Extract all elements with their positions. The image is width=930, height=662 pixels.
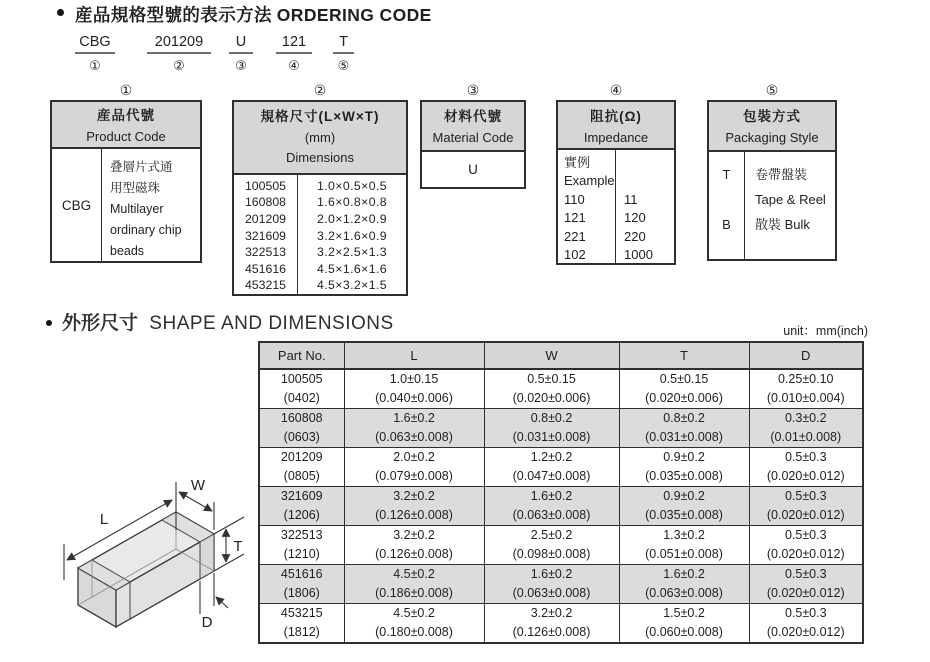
dimension-inch: (0.126±0.008) (375, 508, 453, 522)
part-no-cell (259, 369, 344, 409)
impedance-code: 110 (564, 191, 585, 207)
dimensions-table (258, 341, 864, 644)
shape-title-zh: 外形尺寸 (62, 313, 139, 334)
ordering-code-segment (229, 34, 253, 74)
dimension-inch: (0.035±0.008) (645, 469, 723, 483)
table-row (259, 526, 863, 565)
dimension-mm: 3.2±0.2 (393, 528, 435, 542)
column-header: T (619, 342, 749, 369)
dimension-cell (749, 369, 863, 409)
impedance-value: 1000 (624, 246, 653, 262)
dimension-inch: (0.035±0.008) (645, 508, 723, 522)
part-no-mm: 322513 (280, 528, 323, 542)
header-en: Dimensions (286, 150, 354, 165)
dimension-size: 2.0×1.2×0.9 (316, 212, 388, 227)
ordering-code-text: CBG (75, 34, 115, 54)
impedance-box-codes (558, 150, 616, 264)
packaging-code: T (722, 167, 731, 182)
table-row (259, 565, 863, 604)
unit-label: unit：mm(inch) (783, 324, 868, 338)
dimension-code: 322513 (244, 245, 287, 260)
dimension-mm: 0.9±0.2 (663, 489, 705, 503)
ordering-code-number: ④ (288, 58, 300, 73)
column-header: Part No. (259, 342, 344, 369)
part-no-cell (259, 565, 344, 604)
dimension-mm: 0.5±0.3 (784, 489, 827, 503)
part-no-inch: (0402) (283, 391, 320, 405)
box-number: ③ (466, 82, 480, 98)
dimension-mm: 0.9±0.2 (663, 450, 705, 464)
dimension-label-l: L (99, 511, 109, 528)
ordering-code-number: ① (89, 58, 101, 73)
product-desc-zh (110, 157, 196, 199)
impedance-code: 221 (564, 228, 586, 244)
shape-title-en: SHAPE AND DIMENSIONS (149, 313, 394, 334)
dimension-cell (749, 604, 863, 644)
dimension-inch: (0.180±0.008) (375, 625, 453, 639)
ordering-code-segment (147, 34, 211, 74)
header-zh: 材料代號 (444, 109, 502, 124)
packaging-label: 散裝 Bulk (755, 217, 810, 232)
header-unit: (mm) (304, 130, 336, 145)
part-no-mm: 453215 (280, 606, 323, 620)
ordering-code-text: T (333, 34, 354, 54)
product-desc-zh-line: 用型磁珠 (110, 181, 161, 195)
dimension-d (200, 573, 228, 614)
dimension-size: 3.2×2.5×1.3 (316, 245, 388, 260)
dimension-size: 3.2×1.6×0.9 (316, 228, 388, 243)
box-number: ② (313, 82, 327, 98)
dimension-cell (484, 487, 619, 526)
ordering-code-segment (276, 34, 312, 74)
impedance-code: 實例 (564, 155, 591, 170)
dimensions-box (232, 82, 408, 296)
product-desc-en: Multilayer ordinary chip beads (110, 202, 182, 258)
ordering-code-number: ② (173, 58, 185, 73)
dimension-inch: (0.126±0.008) (375, 547, 453, 561)
packaging-box-labels (745, 152, 835, 259)
part-no-cell (259, 487, 344, 526)
table-body (259, 369, 863, 643)
part-no-mm: 100505 (280, 372, 323, 386)
box-number: ④ (609, 82, 623, 98)
impedance-box-header (558, 102, 674, 150)
dimension-size: 4.5×3.2×1.5 (316, 278, 388, 293)
dimension-cell (619, 526, 749, 565)
material-code-box-header (422, 102, 524, 152)
part-no-inch: (1210) (283, 547, 320, 561)
dimension-cell (619, 604, 749, 644)
dimension-inch: (0.063±0.008) (512, 586, 591, 600)
dimension-size: 1.0×0.5×0.5 (316, 178, 388, 193)
packaging-label: Tape & Reel (755, 192, 826, 207)
dimension-mm: 3.2±0.2 (530, 606, 573, 620)
dimension-cell (749, 565, 863, 604)
dimension-cell (484, 448, 619, 487)
dimension-mm: 1.3±0.2 (663, 528, 705, 542)
impedance-value: 120 (624, 210, 646, 226)
dimension-inch: (0.126±0.008) (512, 625, 591, 639)
dimension-inch: (0.020±0.012) (766, 547, 845, 561)
ordering-code-segment (333, 34, 354, 74)
dimension-mm: 0.5±0.3 (784, 567, 827, 581)
table-row (259, 409, 863, 448)
dimension-cell (619, 565, 749, 604)
ordering-code-text: U (229, 34, 253, 54)
dimension-inch: (0.060±0.008) (645, 625, 723, 639)
table-head (259, 342, 863, 369)
dimension-inch: (0.079±0.008) (375, 469, 453, 483)
dimension-code: 321609 (244, 228, 287, 243)
dimension-mm: 0.5±0.15 (527, 372, 576, 386)
dimension-label-t: T (233, 538, 243, 555)
dimensions-box-sizes (298, 175, 406, 294)
dimension-mm: 1.6±0.2 (393, 411, 435, 425)
dimension-code: 160808 (244, 195, 287, 210)
table-header-row (259, 342, 863, 369)
table-row (259, 448, 863, 487)
dimension-mm: 1.5±0.2 (663, 606, 705, 620)
impedance-box (556, 82, 676, 265)
dimension-cell (619, 448, 749, 487)
impedance-box-values (616, 150, 674, 264)
ordering-code-row (52, 34, 392, 84)
header-zh: 規格尺寸(L×W×T) (260, 109, 380, 124)
dimension-cell (619, 487, 749, 526)
impedance-code: 102 (564, 246, 586, 262)
part-no-cell (259, 526, 344, 565)
ordering-code-title (75, 2, 432, 27)
impedance-code: Example (564, 173, 615, 189)
ordering-code-text: 201209 (147, 34, 211, 54)
column-header: D (749, 342, 863, 369)
dimension-cell (749, 526, 863, 565)
box-number: ⑤ (765, 82, 779, 98)
impedance-value (624, 172, 674, 190)
ordering-code-title-zh: 産品規格型號的表示方法 (75, 5, 272, 25)
dimension-cell (344, 369, 484, 409)
dimension-cell (344, 487, 484, 526)
ordering-code-segment (75, 34, 115, 74)
table-row (259, 369, 863, 409)
dimension-mm: 0.3±0.2 (784, 411, 827, 425)
material-code-value: U (468, 162, 478, 177)
impedance-value: 11 (624, 191, 638, 207)
dimension-mm: 2.5±0.2 (530, 528, 573, 542)
column-header: L (344, 342, 484, 369)
dimension-cell (749, 409, 863, 448)
product-code-box (50, 82, 202, 263)
dimension-mm: 4.5±0.2 (393, 606, 435, 620)
header-zh: 阻抗(Ω) (590, 109, 642, 124)
dimension-mm: 1.0±0.15 (389, 372, 439, 386)
dimension-inch: (0.063±0.008) (512, 508, 591, 522)
dimension-mm: 0.5±0.3 (784, 528, 827, 542)
dimension-code: 201209 (244, 212, 287, 227)
dimension-cell (749, 448, 863, 487)
part-no-mm: 160808 (280, 411, 323, 425)
part-no-inch: (1206) (283, 508, 320, 522)
dimension-inch: (0.01±0.008) (770, 430, 842, 444)
dimension-cell (619, 409, 749, 448)
dimension-inch: (0.031±0.008) (512, 430, 591, 444)
dimension-inch: (0.020±0.012) (766, 625, 845, 639)
dimension-inch: (0.020±0.012) (766, 586, 845, 600)
dimension-inch: (0.010±0.004) (766, 391, 845, 405)
header-en: Material Code (432, 130, 514, 145)
dimension-cell (344, 448, 484, 487)
part-no-mm: 321609 (280, 489, 323, 503)
dimension-inch: (0.063±0.008) (645, 586, 723, 600)
header-zh: 包裝方式 (743, 109, 801, 124)
product-code-value: CBG (52, 149, 102, 262)
part-no-mm: 201209 (280, 450, 323, 464)
dimension-inch: (0.098±0.008) (512, 547, 591, 561)
part-no-inch: (1806) (283, 586, 320, 600)
header-en: Packaging Style (725, 130, 819, 145)
part-no-inch: (0805) (283, 469, 320, 483)
ordering-code-title-en: ORDERING CODE (276, 5, 432, 25)
part-no-inch: (1812) (283, 625, 320, 639)
packaging-code: B (722, 217, 731, 232)
dimension-size: 1.6×0.8×0.8 (316, 195, 388, 210)
dimensions-box-codes (234, 175, 298, 294)
dimension-mm: 1.6±0.2 (663, 567, 705, 581)
dimension-inch: (0.020±0.012) (766, 508, 845, 522)
column-header: W (484, 342, 619, 369)
dimension-mm: 0.5±0.3 (784, 606, 827, 620)
chip-diagram (48, 450, 263, 660)
dimension-cell (484, 409, 619, 448)
dimension-label-d: D (201, 614, 213, 631)
chip-electrode-far-front (200, 534, 214, 579)
header-zh: 産品代號 (97, 108, 155, 123)
dimension-cell (484, 369, 619, 409)
impedance-value: 220 (624, 228, 646, 244)
dimension-inch: (0.020±0.006) (512, 391, 591, 405)
header-en: Product Code (86, 129, 166, 144)
shape-dimensions-title (62, 308, 394, 335)
product-code-box-header (52, 102, 200, 149)
dimension-cell (344, 409, 484, 448)
packaging-box-header (709, 102, 835, 152)
part-no-inch: (0603) (283, 430, 320, 444)
table-row (259, 487, 863, 526)
dimension-mm: 2.0±0.2 (393, 450, 435, 464)
dimension-mm: 3.2±0.2 (393, 489, 435, 503)
dimension-mm: 0.5±0.15 (659, 372, 709, 386)
dimensions-box-header (234, 102, 406, 175)
dimension-mm: 4.5±0.2 (393, 567, 435, 581)
bullet-icon (46, 320, 52, 326)
dimension-cell (344, 526, 484, 565)
dimension-cell (749, 487, 863, 526)
packaging-box (707, 82, 837, 261)
dimension-inch: (0.040±0.006) (375, 391, 453, 405)
impedance-code: 121 (564, 210, 586, 226)
dimension-cell (484, 526, 619, 565)
dimension-code: 453215 (244, 278, 287, 293)
dimension-cell (484, 565, 619, 604)
part-no-cell (259, 409, 344, 448)
packaging-box-codes (709, 152, 745, 259)
dimension-mm: 1.6±0.2 (530, 489, 573, 503)
dimension-inch: (0.020±0.012) (766, 469, 845, 483)
dimension-inch: (0.031±0.008) (645, 430, 723, 444)
dimension-inch: (0.047±0.008) (512, 469, 591, 483)
dimension-cell (344, 604, 484, 644)
dimension-inch: (0.051±0.008) (645, 547, 723, 561)
dimension-mm: 0.8±0.2 (663, 411, 705, 425)
dimension-cell (619, 369, 749, 409)
ordering-code-number: ⑤ (337, 58, 350, 73)
ordering-code-text: 121 (276, 34, 312, 54)
table-row (259, 604, 863, 644)
packaging-code (725, 190, 729, 215)
dimension-mm: 0.25±0.10 (777, 372, 834, 386)
part-no-cell (259, 448, 344, 487)
dimension-cell (344, 565, 484, 604)
dimension-size: 4.5×1.6×1.6 (316, 261, 388, 276)
bullet-icon (57, 9, 64, 16)
dimension-inch: (0.020±0.006) (645, 391, 723, 405)
dimension-mm: 1.2±0.2 (530, 450, 573, 464)
dimension-code: 451616 (244, 261, 287, 276)
impedance-value (624, 154, 674, 172)
material-code-box (420, 82, 526, 189)
part-no-cell (259, 604, 344, 644)
dimension-cell (484, 604, 619, 644)
dimension-code: 100505 (244, 178, 287, 193)
dimension-label-w: W (190, 477, 206, 494)
box-number: ① (119, 82, 133, 98)
part-no-mm: 451616 (280, 567, 323, 581)
dimension-inch: (0.063±0.008) (375, 430, 453, 444)
product-desc-zh-line: 叠層片式通 (110, 160, 173, 174)
dimension-mm: 1.6±0.2 (530, 567, 573, 581)
dimension-mm: 0.8±0.2 (530, 411, 573, 425)
packaging-label: 卷帶盤裝 (755, 167, 808, 182)
product-code-description (102, 149, 200, 262)
dimension-inch: (0.186±0.008) (375, 586, 453, 600)
header-en: Impedance (583, 130, 649, 145)
ordering-code-number: ③ (235, 58, 247, 73)
dimension-mm: 0.5±0.3 (784, 450, 827, 464)
